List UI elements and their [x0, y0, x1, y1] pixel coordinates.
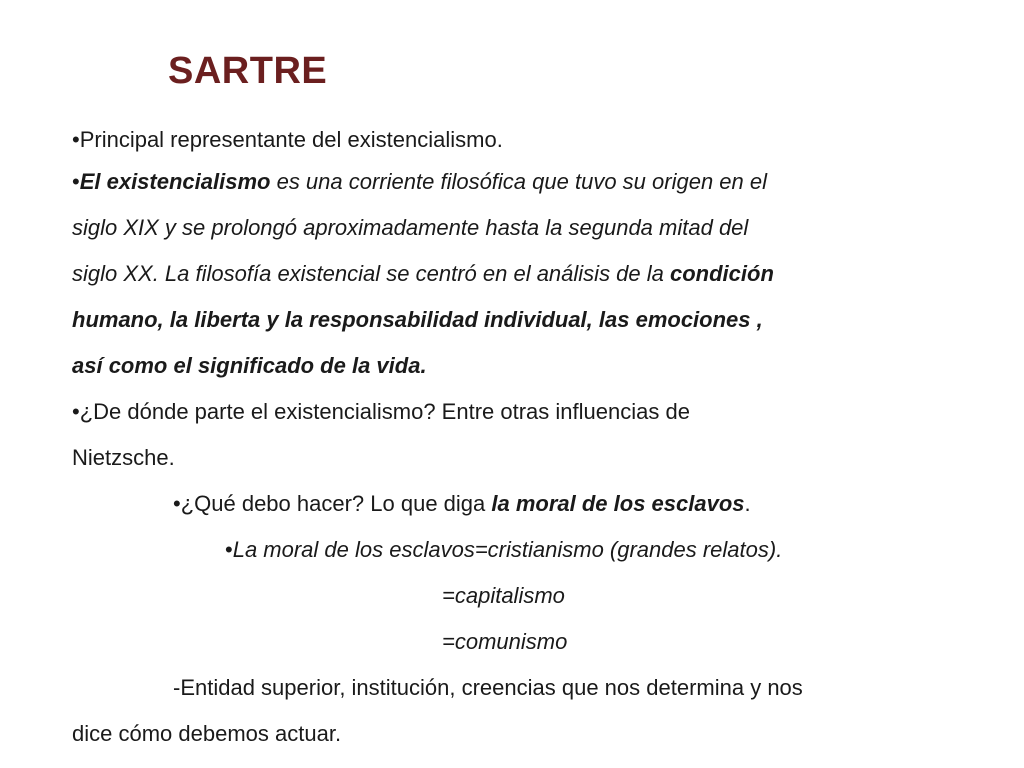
line-text: siglo XX. La filosofía existencial se centró en el análisis de la: [72, 261, 670, 286]
line-text: La moral de los esclavos=cristianismo (grandes relatos).: [232, 537, 783, 562]
bullet-de-donde-line-2: [72, 445, 175, 471]
line-text: es una corriente filosófica que tuvo su origen en el: [270, 169, 767, 194]
term-existencialismo: El existencialismo: [79, 169, 271, 194]
bullet-principal-representante: [72, 127, 503, 153]
bullet-mark: •: [72, 127, 80, 152]
bullet-existencialismo-line-5: [72, 353, 427, 379]
line-text: -Entidad superior, institución, creencias que nos determina y nos: [173, 675, 803, 700]
equivalence-capitalismo: [442, 583, 565, 609]
entidad-superior-line-2: [72, 721, 341, 747]
line-text: Nietzsche.: [72, 445, 175, 470]
line-text: ¿De dónde parte el existencialismo? Entre otras influencias de: [79, 399, 690, 424]
slide-title: SARTRE: [168, 50, 328, 92]
bullet-moral-esclavos-cristianismo: [225, 537, 782, 563]
entidad-superior-line-1: [173, 675, 803, 701]
line-text: =comunismo: [442, 629, 568, 654]
bullet-que-debo-hacer: [173, 491, 751, 517]
line-text: =capitalismo: [442, 583, 565, 608]
line-text: .: [334, 721, 342, 746]
term-condicion: condición: [670, 261, 774, 286]
equivalence-comunismo: [442, 629, 567, 655]
line-text: .: [744, 491, 751, 516]
bullet-text: Principal representante del existencialismo.: [79, 127, 503, 152]
bullet-existencialismo-line-3: [72, 261, 774, 287]
line-text: humano, la liberta y la responsabilidad individual, las emociones ,: [72, 307, 763, 332]
line-text: siglo XIX y se prolongó aproximadamente hasta la segunda mitad del: [72, 215, 749, 240]
bullet-existencialismo-line-2: [72, 215, 748, 241]
bullet-de-donde-line-1: [72, 399, 690, 425]
line-text: dice cómo debemos actuar: [72, 721, 335, 746]
bullet-mark: •: [225, 537, 233, 562]
bullet-existencialismo-line-4: [72, 307, 763, 333]
term-moral-esclavos: la moral de los esclavos: [491, 491, 745, 516]
bullet-existencialismo-line-1: [72, 169, 767, 195]
bullet-mark: •: [173, 491, 181, 516]
line-text: así como el significado de la vida.: [72, 353, 427, 378]
bullet-mark: •: [72, 399, 80, 424]
bullet-mark: •: [72, 169, 80, 194]
line-text: ¿Qué debo hacer? Lo que diga: [180, 491, 492, 516]
